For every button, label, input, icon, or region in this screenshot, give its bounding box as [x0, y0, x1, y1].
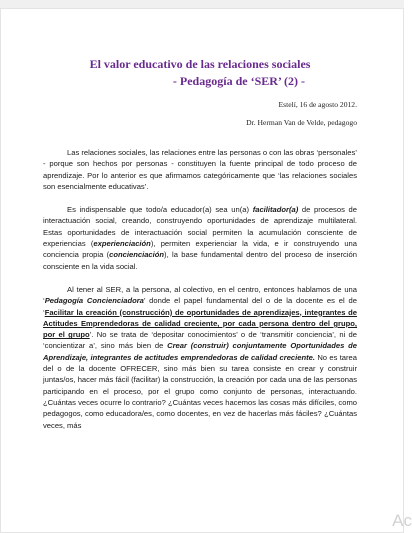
paragraph-3-text-4: No es tarea del o de la docente OFRECER, sino más bien su tarea consiste en crear y construir juntas/os, hacer más fácil (facilitar) la construcción, la creación por cada una de las personas participando en el proceso, por el grupo como conjunto de personas, interactuando. ¿Cuántas veces ocurre lo contrario? ¿Cuántas veces hacemos las cosas más difíciles, como pedagogos, como educadora/es, como docentes, en vez de hacerlas más fáciles? ¿Cuántas veces, más	[43, 352, 357, 430]
paragraph-3-emphasis-crear: Crear (construir) conjuntamente Oportunidades de Aprendizaje, integrantes de actitudes emprendedoras de calidad creciente.	[43, 341, 357, 362]
paragraph-3-text-2: ’ donde el papel fundamental del o de la docente es el de ‘	[43, 296, 357, 317]
paragraph-3-emphasis-pedagogia: Pedagogía Concienciadora	[44, 296, 144, 306]
paragraph-2	[43, 204, 357, 272]
paragraph-2-text-1: Es indispensable que todo/a educador(a) sea un(a)	[67, 205, 253, 215]
paragraph-3-text-1: Al tener al SER, a la persona, al colectivo, en el centro, entonces hablamos de una ‘	[43, 284, 357, 306]
paragraph-2-emphasis-concienciacion: concienciación	[109, 250, 165, 260]
document-content	[43, 56, 357, 431]
paragraph-1: Las relaciones sociales, las relaciones entre las personas o con las obras ‘personales’ - porque son hechos por personas - constituyen la fuente principal de todo proceso de aprendizaje. Por lo anterior es que afirmamos categóricamente que ‘las relaciones sociales son esencialmente educativas’.	[43, 148, 357, 191]
document-page	[0, 8, 412, 533]
paragraph-2-text-3: ), permiten experienciar la vida, e ir construyendo una conciencia propia (	[43, 239, 357, 260]
document-author: Dr. Herman Van de Velde, pedagogo	[246, 118, 357, 127]
paragraph-2-emphasis-facilitador: facilitador(a)	[252, 205, 299, 215]
paragraph-2-text-2: de procesos de interactuación social, creando, construyendo oportunidades de aprendizaje multilateral. Estas oportunidades de interactuación social permiten la acumulación consciente de experiencias (	[43, 205, 357, 249]
document-title: El valor educativo de las relaciones sociales	[89, 57, 311, 71]
paragraph-2-text-4: ), la base fundamental dentro del proceso de inserción consciente en la vida social.	[43, 250, 357, 271]
watermark-text: Ac	[392, 511, 412, 530]
paragraph-3-emphasis-facilitar: Facilitar la creación (construcción) de oportunidades de aprendizajes, integrantes de Actitudes Emprendedoras de calidad creciente, por cada persona dentro del grupo, por el grupo	[43, 307, 357, 340]
viewer-top-bar	[0, 0, 404, 8]
paragraph-2-emphasis-experienciacion: experienciación	[93, 239, 151, 249]
document-subtitle: - Pedagogía de ‘SER’ (2) -	[172, 74, 305, 88]
paragraph-3	[43, 284, 357, 431]
paragraph-3-text-3: ’. No se trata de ‘depositar conocimientos’ o de ‘transmitir conciencia’, ni de ‘concientizar a’, sino más bien de	[43, 330, 357, 351]
document-date: Estelí, 16 de agosto 2012.	[278, 100, 357, 109]
